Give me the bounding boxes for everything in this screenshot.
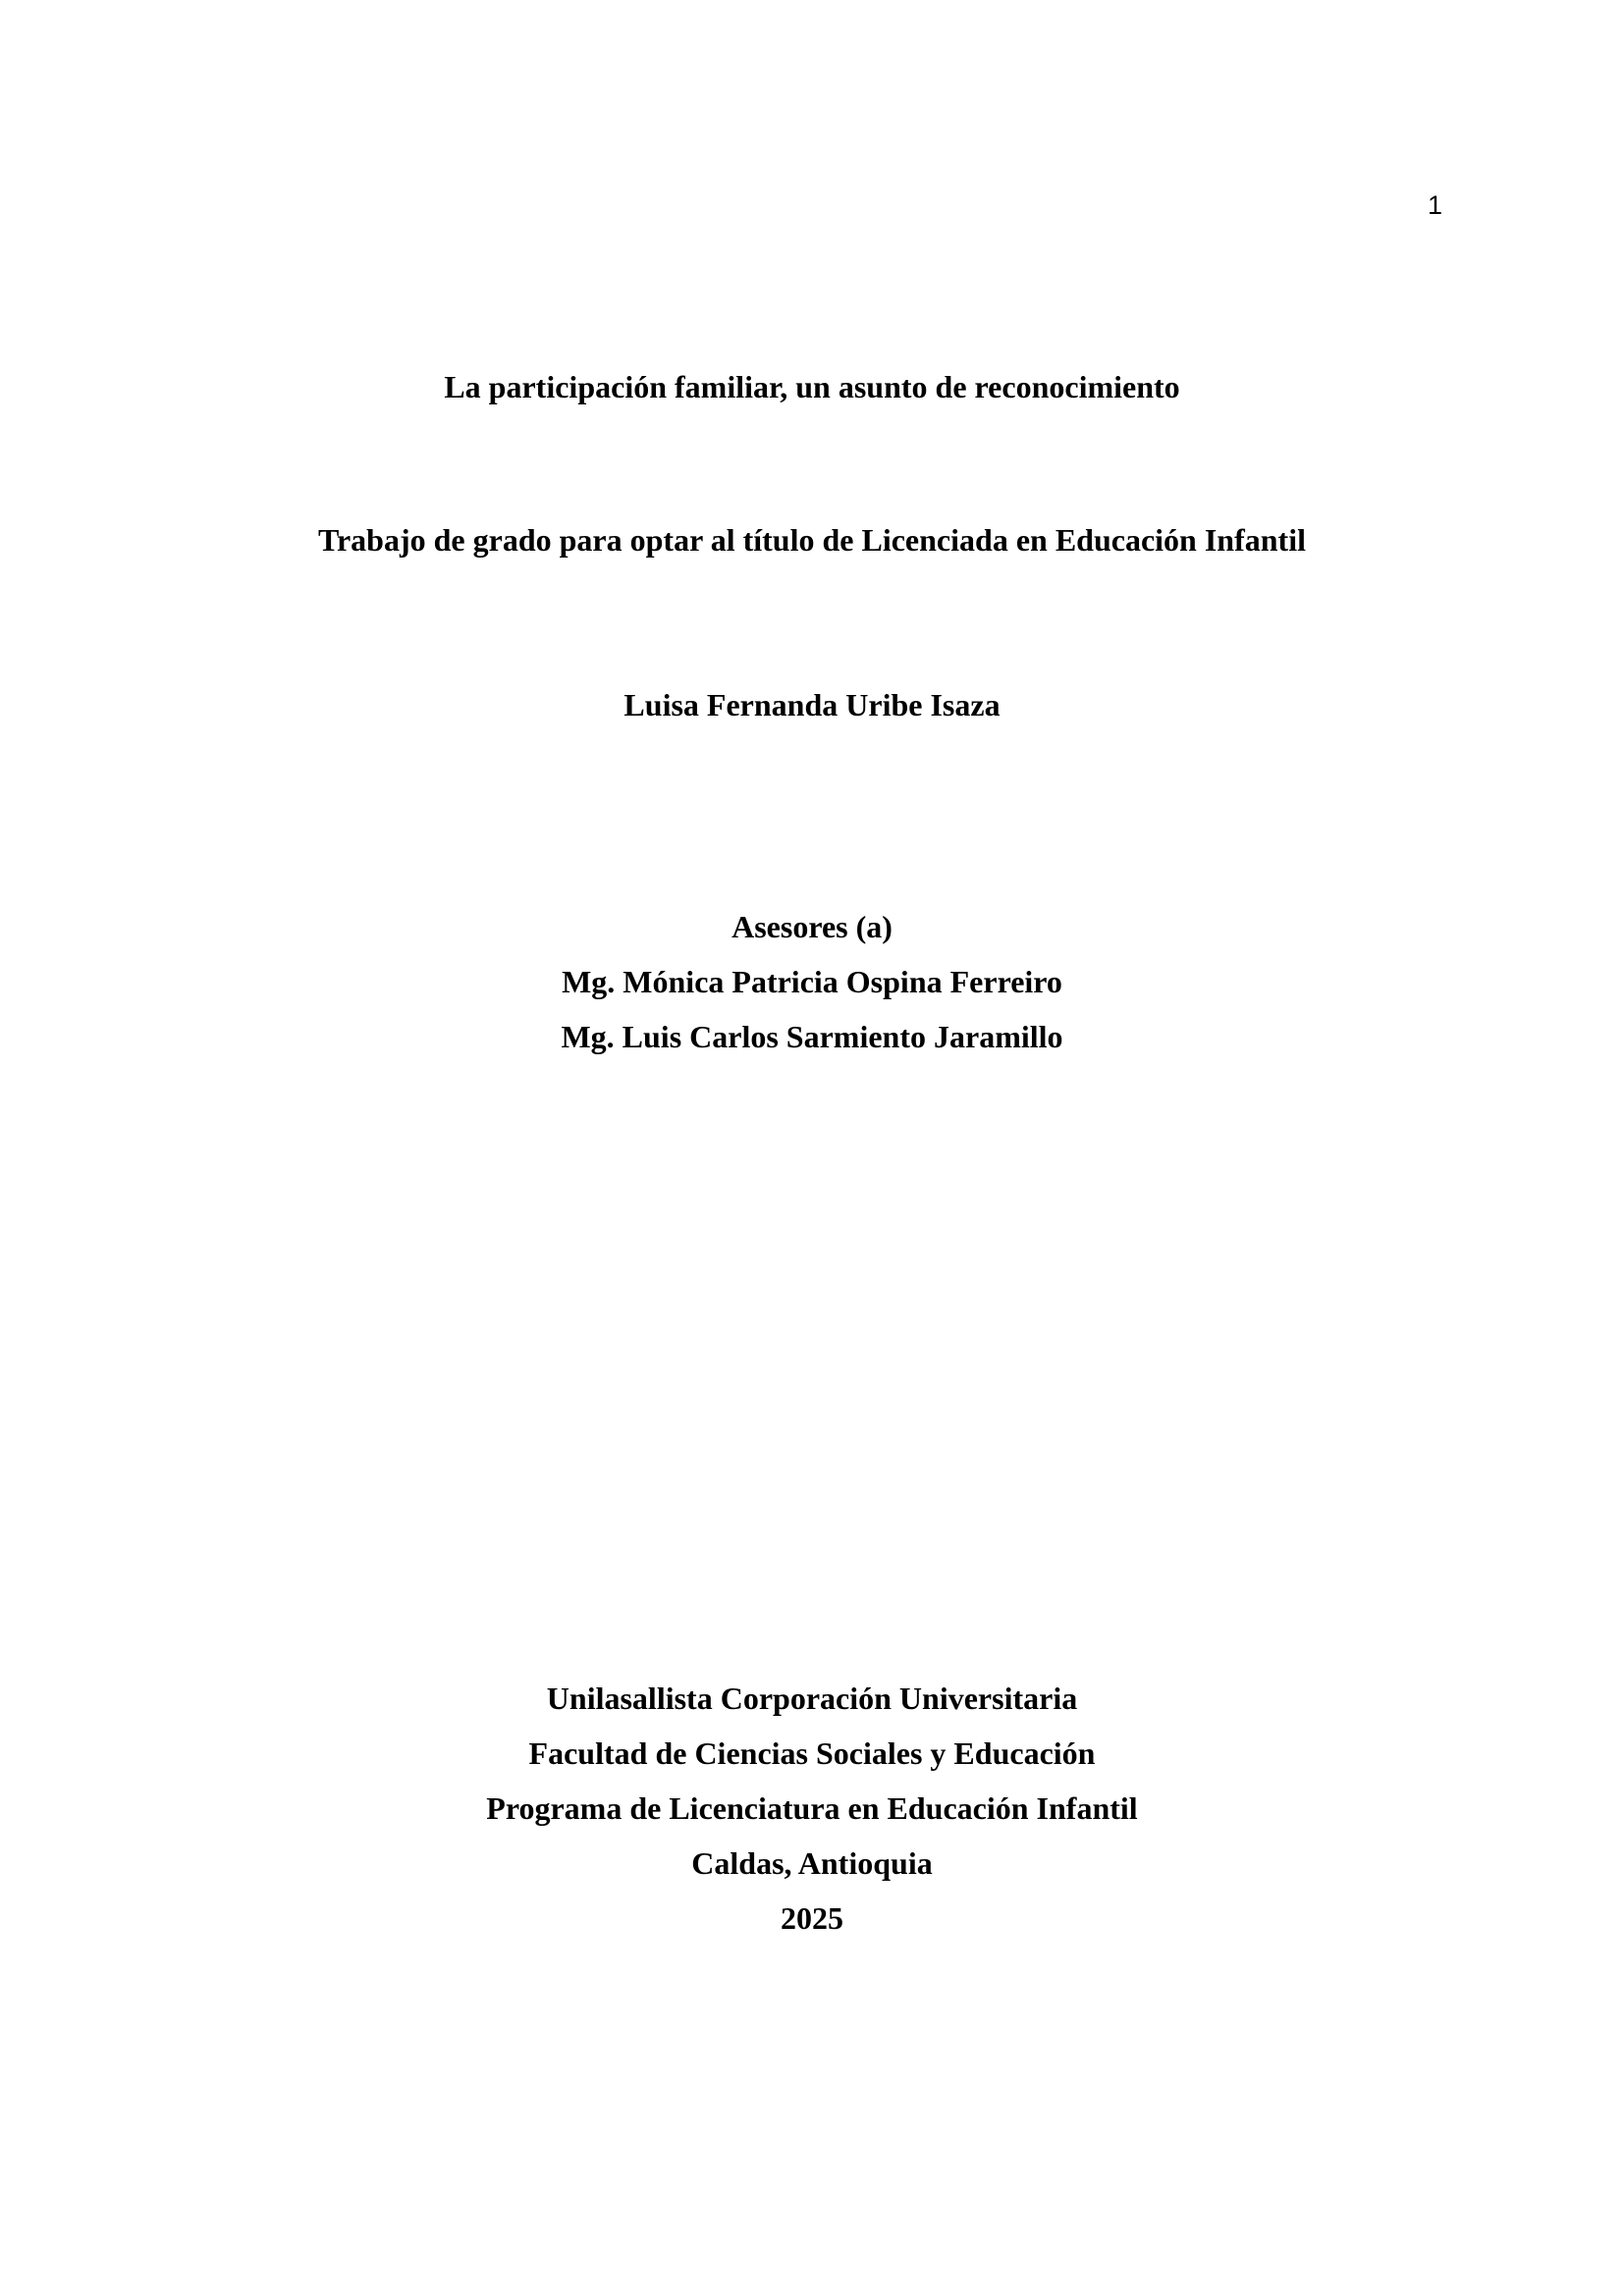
degree-statement: Trabajo de grado para optar al título de Licenciada en Educación Infantil	[318, 522, 1306, 558]
advisor-name: Mg. Mónica Patricia Ospina Ferreiro	[562, 964, 1062, 999]
author-name: Luisa Fernanda Uribe Isaza	[623, 687, 1001, 722]
page-number: 1	[1427, 190, 1442, 220]
location: Caldas, Antioquia	[691, 1845, 933, 1881]
advisors-heading: Asesores (a)	[731, 909, 893, 944]
year: 2025	[781, 1900, 843, 1936]
advisor-name: Mg. Luis Carlos Sarmiento Jaramillo	[561, 1019, 1063, 1054]
university-name: Unilasallista Corporación Universitaria	[546, 1681, 1078, 1716]
program-name: Programa de Licenciatura en Educación Infantil	[486, 1790, 1138, 1826]
document-title: La participación familiar, un asunto de reconocimiento	[444, 369, 1180, 404]
faculty-name: Facultad de Ciencias Sociales y Educación	[528, 1735, 1096, 1771]
